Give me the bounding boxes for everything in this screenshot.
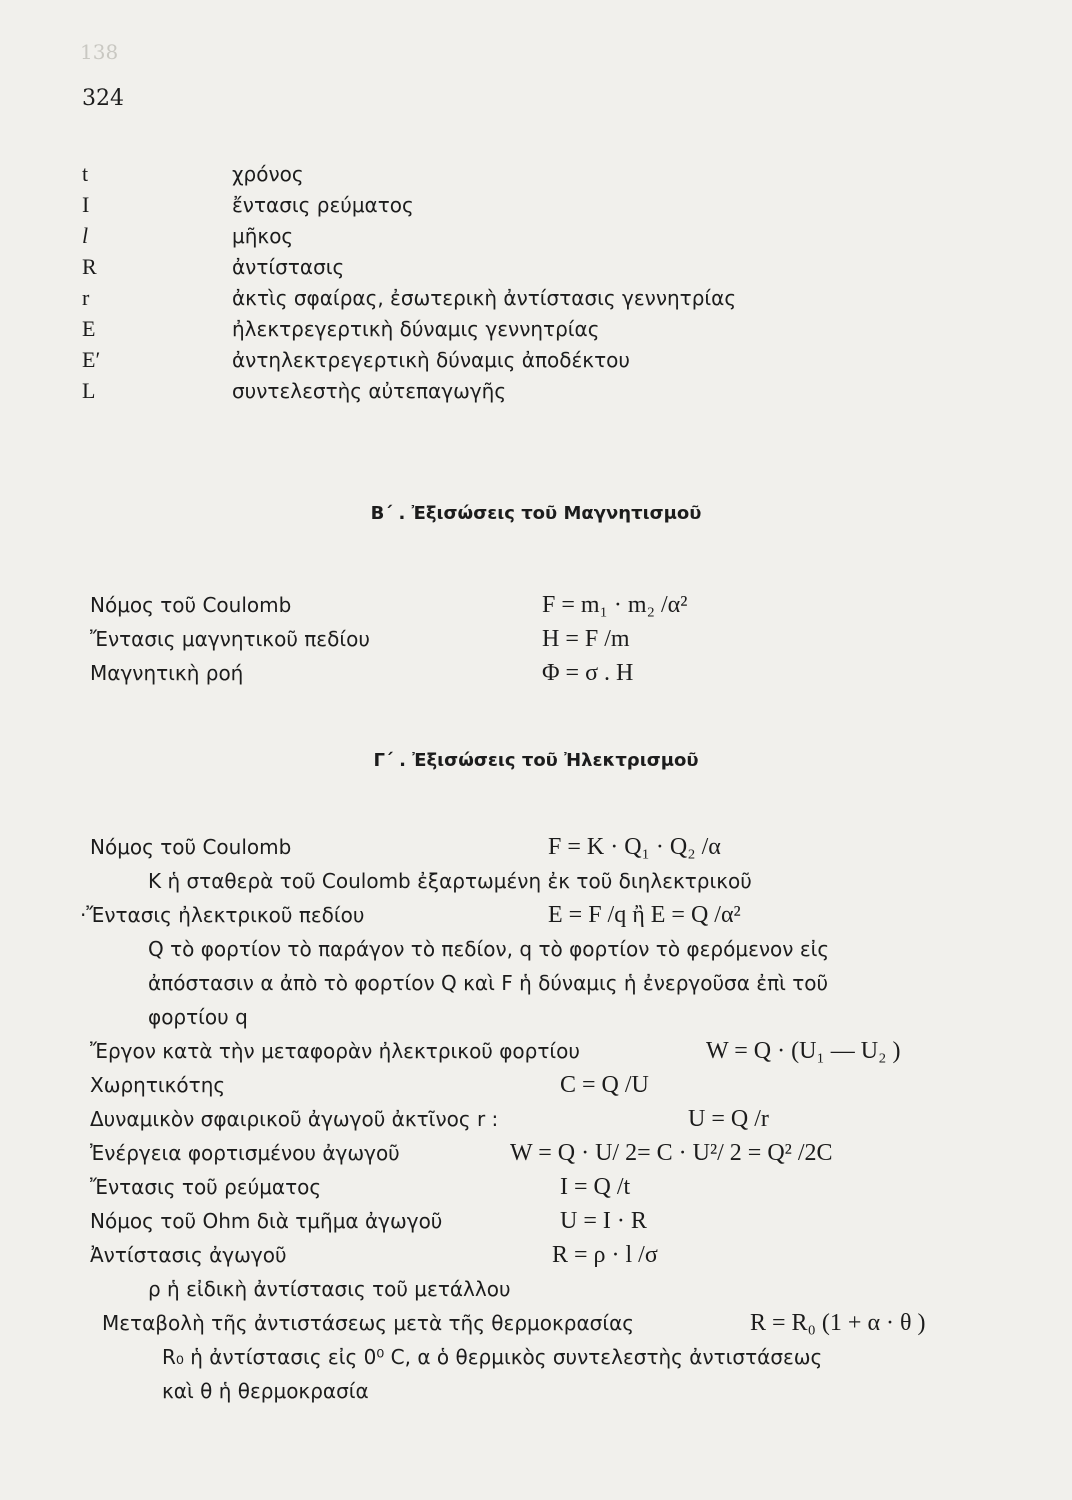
equation-label: Ἀντίστασις ἀγωγοῦ bbox=[90, 1243, 287, 1267]
symbol-description: συντελεστὴς αὐτεπαγωγῆς bbox=[232, 379, 507, 403]
magnetism-equations bbox=[90, 588, 990, 690]
temperature-note-line: καὶ θ ἡ θερμοκρασία bbox=[162, 1379, 369, 1403]
field-note-line: Q τὸ φορτίον τὸ παράγον τὸ πεδίον, q τὸ φορτίον τὸ φερόμενον εἰς bbox=[148, 937, 830, 961]
equation-label: Μεταβολὴ τῆς ἀντιστάσεως μετὰ τῆς θερμοκρασίας bbox=[102, 1311, 635, 1335]
equation-label: Ἐνέργεια φορτισμένου ἀγωγοῦ bbox=[90, 1141, 400, 1165]
work-row bbox=[90, 1034, 990, 1068]
field-note-line: φορτίου q bbox=[148, 1005, 248, 1029]
equation-formula: R = R₀ (1 + α · θ ) bbox=[750, 1310, 926, 1336]
symbol: E bbox=[82, 316, 96, 341]
symbol: r bbox=[82, 285, 90, 310]
equation-label: Νόμος τοῦ Ohm διὰ τμῆμα ἀγωγοῦ bbox=[90, 1209, 443, 1233]
temperature-row bbox=[90, 1306, 990, 1340]
energy-row bbox=[90, 1136, 990, 1170]
equation-label: Χωρητικότης bbox=[90, 1073, 226, 1097]
symbol: E′ bbox=[82, 347, 101, 372]
coulomb-note: K ἡ σταθερὰ τοῦ Coulomb ἐξαρτωμένη ἐκ τοῦ διηλεκτρικοῦ bbox=[148, 869, 752, 893]
equation-formula: I = Q /t bbox=[560, 1174, 631, 1200]
equation-formula: U = I · R bbox=[560, 1208, 647, 1234]
equation-formula: Φ = σ . H bbox=[542, 660, 634, 686]
symbol-description: ἀντίστασις bbox=[232, 255, 345, 279]
coulomb-row bbox=[90, 830, 990, 864]
equation-formula: F = m₁ · m₂ /α² bbox=[542, 592, 688, 618]
symbol-row bbox=[82, 251, 942, 282]
equation-row bbox=[90, 656, 990, 690]
equation-label: Ἔντασις τοῦ ρεύματος bbox=[90, 1175, 322, 1199]
ohm-row bbox=[90, 1204, 990, 1238]
symbol-description: ἔντασις ρεύματος bbox=[232, 193, 414, 217]
equation-row bbox=[90, 588, 990, 622]
symbol-description: χρόνος bbox=[232, 162, 304, 186]
symbol-row bbox=[82, 313, 942, 344]
equation-label: ·Ἔντασις ἠλεκτρικοῦ πεδίου bbox=[80, 903, 365, 927]
capacitance-row bbox=[90, 1068, 990, 1102]
symbol-row bbox=[82, 220, 942, 251]
equation-label: Ἔντασις μαγνητικοῦ πεδίου bbox=[90, 627, 370, 651]
equation-label: Νόμος τοῦ Coulomb bbox=[90, 835, 292, 859]
symbol-list bbox=[82, 158, 942, 406]
equation-formula: E = F /q ἢ E = Q /α² bbox=[548, 902, 741, 928]
symbol: R bbox=[82, 254, 97, 279]
equation-label: Νόμος τοῦ Coulomb bbox=[90, 593, 292, 617]
section-c-heading: Γ΄ . Ἐξισώσεις τοῦ Ἠλεκτρισμοῦ bbox=[373, 750, 699, 771]
symbol-row bbox=[82, 189, 942, 220]
symbol-description: μῆκος bbox=[232, 224, 294, 248]
symbol-description: ἀκτὶς σφαίρας, ἐσωτερικὴ ἀντίστασις γεννητρίας bbox=[232, 286, 737, 310]
electricity-equations bbox=[80, 830, 990, 1408]
symbol-row bbox=[82, 282, 942, 313]
symbol-description: ἀντηλεκτρεγερτικὴ δύναμις ἀποδέκτου bbox=[232, 348, 630, 372]
equation-label: Μαγνητικὴ ροή bbox=[90, 661, 244, 685]
symbol-row bbox=[82, 344, 942, 375]
current-row bbox=[90, 1170, 990, 1204]
temperature-note-line: R₀ ἡ ἀντίστασις εἰς 0⁰ C, α ὁ θερμικὸς συντελεστὴς ἀντιστάσεως bbox=[162, 1345, 823, 1369]
equation-row bbox=[90, 622, 990, 656]
symbol: L bbox=[82, 378, 96, 403]
equation-formula: R = ρ · l /σ bbox=[552, 1242, 658, 1268]
field-row bbox=[80, 898, 990, 932]
equation-formula: U = Q /r bbox=[688, 1106, 769, 1132]
bleed-through-page-number: 138 bbox=[80, 40, 119, 64]
equation-formula: F = K · Q₁ · Q₂ /α bbox=[548, 834, 721, 860]
symbol-row bbox=[82, 158, 942, 189]
field-note-line: ἀπόστασιν α ἀπὸ τὸ φορτίον Q καὶ F ἡ δύναμις ἡ ἐνεργοῦσα ἐπὶ τοῦ bbox=[148, 971, 829, 995]
section-b-heading: Β΄ . Ἐξισώσεις τοῦ Μαγνητισμοῦ bbox=[370, 503, 702, 524]
resistance-row bbox=[90, 1238, 990, 1272]
symbol: t bbox=[82, 161, 89, 186]
symbol-row bbox=[82, 375, 942, 406]
symbol: l bbox=[82, 223, 89, 248]
symbol: I bbox=[82, 192, 90, 217]
equation-formula: H = F /m bbox=[542, 626, 630, 652]
potential-row bbox=[90, 1102, 990, 1136]
page-number: 324 bbox=[82, 86, 124, 111]
symbol-description: ἠλεκτρεγερτικὴ δύναμις γεννητρίας bbox=[232, 317, 600, 341]
resistance-note: ρ ἡ εἰδικὴ ἀντίστασις τοῦ μετάλλου bbox=[148, 1277, 511, 1301]
equation-formula: W = Q · U/ 2= C · U²/ 2 = Q² /2C bbox=[510, 1140, 833, 1166]
equation-formula: C = Q /U bbox=[560, 1072, 649, 1098]
equation-label: Δυναμικὸν σφαιρικοῦ ἀγωγοῦ ἀκτῖνος r : bbox=[90, 1107, 499, 1131]
equation-formula: W = Q · (U₁ — U₂ ) bbox=[706, 1038, 901, 1064]
equation-label: Ἔργον κατὰ τὴν μεταφορὰν ἠλεκτρικοῦ φορτίου bbox=[90, 1039, 580, 1063]
